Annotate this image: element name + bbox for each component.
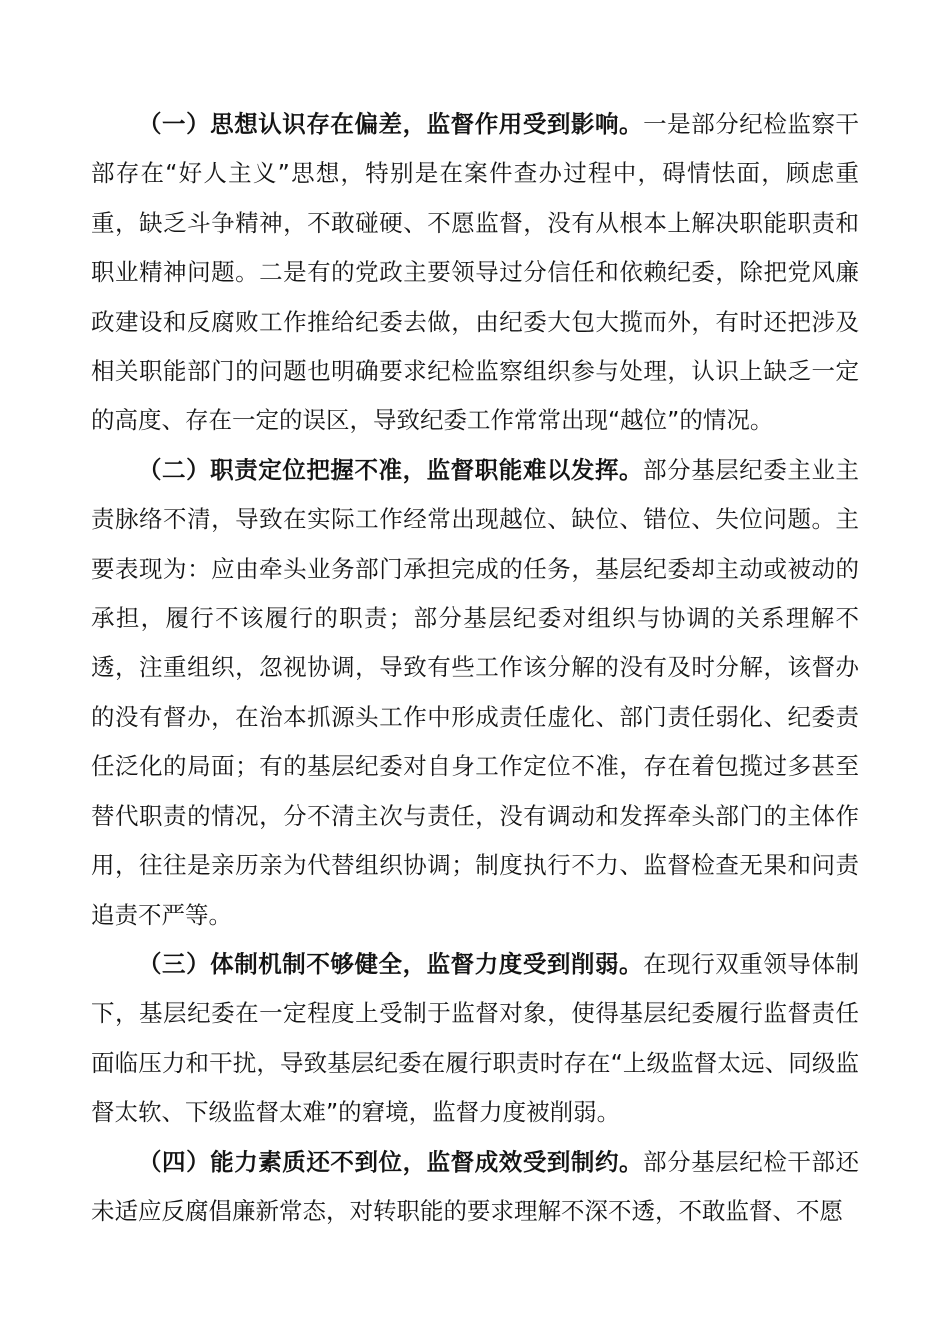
paragraph-body: 部分基层纪委主业主责脉络不清，导致在实际工作经常出现越位、缺位、错位、失位问题。主要表现为：应由牵头业务部门承担完成的任务，基层纪委却主动或被动的承担，履行不该履行的职责；部分基层纪委对组织与协调的关系理解不透，注重组织，忽视协调，导致有些工作该分解的没有及时分解，该督办的没有督办，在治本抓源头工作中形成责任虚化、部门责任弱化、纪委责任泛化的局面；有的基层纪委对自身工作定位不准，存在着包揽过多甚至替代职责的情况，分不清主次与责任，没有调动和发挥牵头部门的主体作用，往往是亲历亲为代替组织协调；制度执行不力、监督检查无果和问责追责不严等。: [91, 455, 860, 929]
paragraph-2: [91, 446, 859, 940]
paragraph-3: [91, 940, 859, 1138]
paragraph-body: 一是部分纪检监察干部存在“好人主义”思想，特别是在案件查办过程中，碍情怯面，顾虑重重，缺乏斗争精神，不敢碰硬、不愿监督，没有从根本上解决职能职责和职业精神问题。二是有的党政主要领导过分信任和依赖纪委，除把党风廉政建设和反腐败工作推给纪委去做，由纪委大包大揽而外，有时还把涉及相关职能部门的问题也明确要求纪检监察组织参与处理，认识上缺乏一定的高度、存在一定的误区，导致纪委工作常常出现“越位”的情况。: [91, 110, 860, 435]
paragraph-4: [91, 1138, 859, 1237]
paragraph-heading: （二）职责定位把握不准，监督职能难以发挥。: [138, 455, 644, 484]
paragraph-heading: （一）思想认识存在偏差，监督作用受到影响。: [138, 110, 644, 138]
paragraph-body: 在现行双重领导体制下，基层纪委在一定程度上受制于监督对象，使得基层纪委履行监督责任面临压力和干扰，导致基层纪委在履行职责时存在“上级监督太远、同级监督太软、下级监督太难”的窘境，监督力度被削弱。: [91, 949, 860, 1127]
paragraph-1: [91, 100, 859, 446]
paragraph-heading: （三）体制机制不够健全，监督力度受到削弱。: [138, 949, 644, 978]
paragraph-heading: （四）能力素质还不到位，监督成效受到制约。: [138, 1147, 644, 1176]
paragraph-body: 部分基层纪检干部还未适应反腐倡廉新常态，对转职能的要求理解不深不透，不敢监督、不愿: [91, 1147, 860, 1225]
document-page: [91, 100, 859, 1236]
